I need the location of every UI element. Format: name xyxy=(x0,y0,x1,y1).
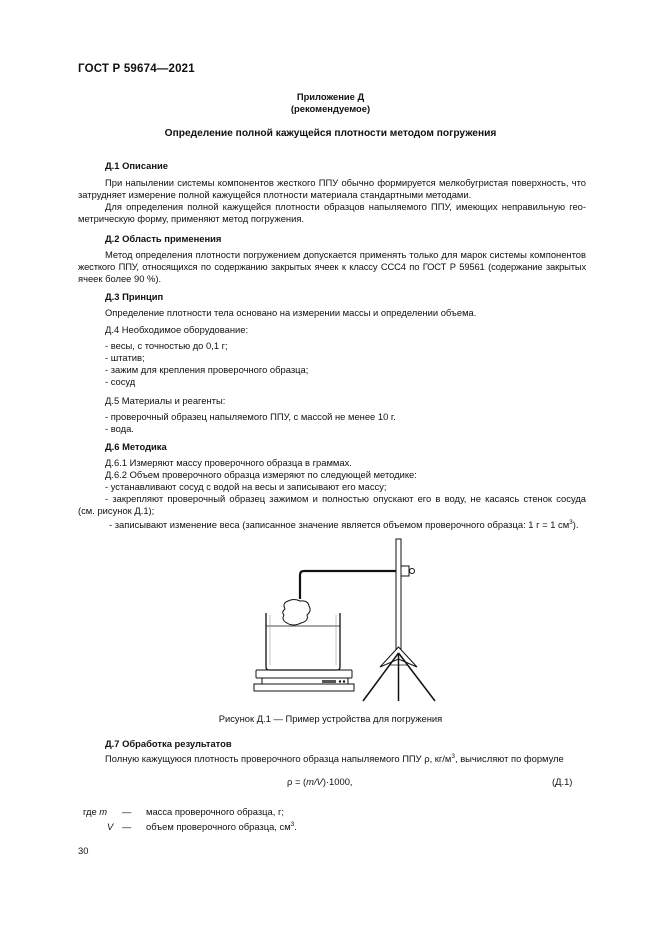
section-d2-heading: Д.2 Область применения xyxy=(105,233,222,244)
section-d7-heading: Д.7 Обработка результатов xyxy=(105,738,232,749)
scale-button xyxy=(343,680,345,682)
variable-v-dash: — xyxy=(122,821,132,832)
clamp-rod xyxy=(300,571,402,599)
material-item: - проверочный образец напыляемого ППУ, с массой не менее 10 г. xyxy=(105,411,396,422)
section-d6-line-6: - записывают изменение веса (записанное значение является объемом проверочного образца: 1 г = 1 $см^3$). xyxy=(109,518,579,530)
section-d6-line-1: Д.6.1 Измеряют массу проверочного образца в граммах. xyxy=(105,457,352,468)
figure-caption: Рисунок Д.1 — Пример устройства для погружения xyxy=(218,713,443,724)
scale-button xyxy=(339,680,341,682)
section-d6-line-3: - устанавливают сосуд с водой на весы и записывают его массу; xyxy=(105,481,387,492)
section-d1-line-3: Для определения полной кажущейся плотности образцов напыляемого ППУ, имеющих неправильную гео- xyxy=(105,201,586,212)
equipment-item: - сосуд xyxy=(105,376,136,387)
variable-v-description: объем проверочного образца, $см^3$. xyxy=(146,820,297,832)
section-d5-heading: Д.5 Материалы и реагенты: xyxy=(105,395,226,406)
section-d1-line-4: метрическую форму, применяют метод погружения. xyxy=(78,213,305,224)
clamp-screw xyxy=(410,569,415,574)
appendix-heading: Определение полной кажущейся плотности методом погружения xyxy=(164,128,497,139)
stand-leg xyxy=(399,653,436,701)
appendix-subtitle: (рекомендуемое) xyxy=(290,103,371,114)
section-d1-heading: Д.1 Описание xyxy=(105,160,169,171)
section-d1-line-2: затрудняет измерение полной кажущейся плотности материала стандартными методами. xyxy=(78,189,472,200)
section-d7-line-1: Полную кажущуюся плотность проверочного образца напыляемого ППУ ρ, $кг/м^3$, вычисляют по формуле xyxy=(105,752,564,764)
section-d2-line-2: жесткого ППУ, относящихся по содержанию закрытых ячеек к классу ССС4 по ГОСТ Р 59561 (содержание закрытых xyxy=(78,261,586,272)
document-number: ГОСТ Р 59674—2021 xyxy=(78,63,195,75)
section-d3-line-1: Определение плотности тела основано на измерении массы и определении объема. xyxy=(105,307,477,318)
variable-m-description: масса проверочного образца, г; xyxy=(146,806,284,817)
section-d2-line-3: ячеек более 90 %). xyxy=(78,273,162,284)
stand-leg xyxy=(363,653,399,701)
variable-v-symbol: V xyxy=(107,821,114,832)
equipment-item: - зажим для крепления проверочного образца; xyxy=(105,364,309,375)
foam-sample xyxy=(283,600,310,626)
section-d6-line-5: (см. рисунок Д.1); xyxy=(78,505,155,516)
page-number: 30 xyxy=(78,845,89,856)
scale-base xyxy=(254,684,354,691)
section-d6-line-4: - закрепляют проверочный образец зажимом и полностью опускают его в воду, не касаясь стенок сосуда xyxy=(105,493,586,504)
scale-pan xyxy=(256,670,352,678)
density-formula: ρ = (m/V)·1000, xyxy=(287,776,353,787)
variable-m-definition: где m xyxy=(83,806,108,817)
section-d1-line-1: При напылении системы компонентов жесткого ППУ обычно формируется мелкобугристая поверхность, что xyxy=(105,177,586,188)
stand-rod xyxy=(396,539,401,651)
section-d6-heading: Д.6 Методика xyxy=(105,441,167,452)
scale-display xyxy=(322,680,336,683)
formula-number: (Д.1) xyxy=(552,776,573,787)
immersion-apparatus-figure xyxy=(230,535,450,707)
section-d4-heading: Д.4 Необходимое оборудование: xyxy=(105,324,249,335)
section-d6-line-2: Д.6.2 Объем проверочного образца измеряют по следующей методике: xyxy=(105,469,417,480)
appendix-title: Приложение Д xyxy=(296,91,365,102)
section-d2-line-1: Метод определения плотности погружением допускается применять только для марок системы компонентов xyxy=(105,249,586,260)
variable-m-dash: — xyxy=(122,806,132,817)
equipment-item: - штатив; xyxy=(105,352,145,363)
equipment-item: - весы, с точностью до 0,1 г; xyxy=(105,340,228,351)
section-d3-heading: Д.3 Принцип xyxy=(105,291,164,302)
material-item: - вода. xyxy=(105,423,134,434)
